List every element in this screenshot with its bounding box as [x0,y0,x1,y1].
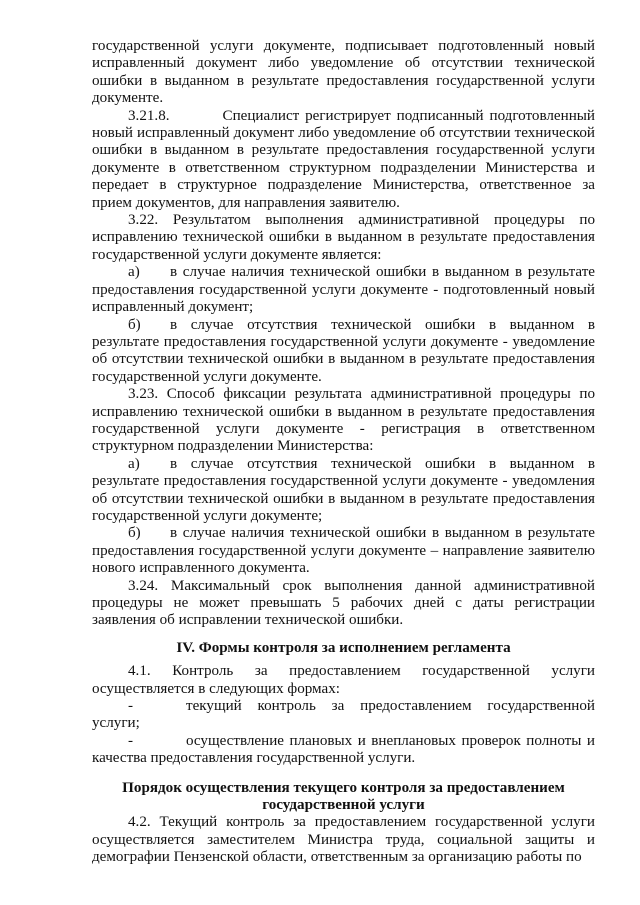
item-text: в случае наличия технической ошибки в выданном в результате предоставления государственной услуги документе - подготовленный новый исправленный документ; [92,264,595,316]
section-heading-iv: IV. Формы контроля за исполнением регламента [176,639,511,656]
item-4-1-dash-1 [92,698,595,733]
paragraph-4-1: 4.1. Контроль за предоставлением государственной услуги осуществляется в следующих формах: [92,663,595,697]
item-3-23-b [92,525,595,577]
item-label: а) [128,264,140,281]
item-text: в случае наличия технической ошибки в выданном в результате предоставления государственной услуги документе – направление заявителю нового исправленного документа. [92,525,595,577]
item-label: б) [128,525,141,542]
item-text: в случае отсутствия технической ошибки в выданном в результате предоставления государственной услуги документе - уведомления об отсутствии технической ошибки в выданном в результате предоставления государственной услуги документе; [92,455,595,524]
item-3-22-b [92,317,595,387]
item-text: осуществление плановых и внеплановых проверок полноты и качества предоставления государственной услуги. [92,732,595,767]
item-3-22-a [92,264,595,316]
item-text: текущий контроль за предоставлением государственной услуги; [92,698,595,732]
clause-text: Специалист регистрирует подписанный подготовленный новый исправленный документ либо уведомление об отсутствии технической ошибки в выданном в результате предоставления государственной услуги документе в ответственном структурном подразделении Министерства и передает в структурное подразделение Министерства, ответственное за прием документов, для направления заявителю. [92,107,595,211]
item-label: - [128,698,134,715]
paragraph-continuation: государственной услуги документе, подписывает подготовленный новый исправленный документ либо уведомление об отсутствии технической ошибки в выданном в результате предоставления государственной услуги документе. [92,38,595,107]
subsection-heading-line-1: Порядок осуществления текущего контроля за предоставлением [122,779,565,796]
item-4-1-dash-2 [92,733,595,768]
item-label: б) [128,316,141,333]
item-label: а) [128,455,140,472]
paragraph-3-22: 3.22. Результатом выполнения административной процедуры по исправлению технической ошибки в выданном в результате предоставления государственной услуги документе является: [92,212,595,263]
item-label: - [128,732,134,749]
paragraph-4-2: 4.2. Текущий контроль за предоставлением государственной услуги осуществляется заместителем Министра труда, социальной защиты и демографии Пензенской области, ответственным за организацию работы по [92,814,595,866]
paragraph-3-21-8 [92,108,595,212]
subsection-heading-line-2: государственной услуги [262,797,425,814]
item-3-23-a [92,456,595,526]
item-text: в случае отсутствия технической ошибки в выданном в результате предоставления государственной услуги документе - уведомление об отсутствии технической ошибки в выданном в результате предоставления государственной услуги документе. [92,316,595,385]
paragraph-3-23: 3.23. Способ фиксации результата административной процедуры по исправлению технической ошибки в выданном в результате предоставления государственной услуги документе - регистрация в ответственном структурном подразделении Министерства: [92,386,595,455]
clause-number: 3.21.8. [128,107,170,124]
paragraph-3-24: 3.24. Максимальный срок выполнения данной административной процедуры не может превышать 5 рабочих дней с даты регистрации заявления об исправлении технической ошибки. [92,577,595,629]
